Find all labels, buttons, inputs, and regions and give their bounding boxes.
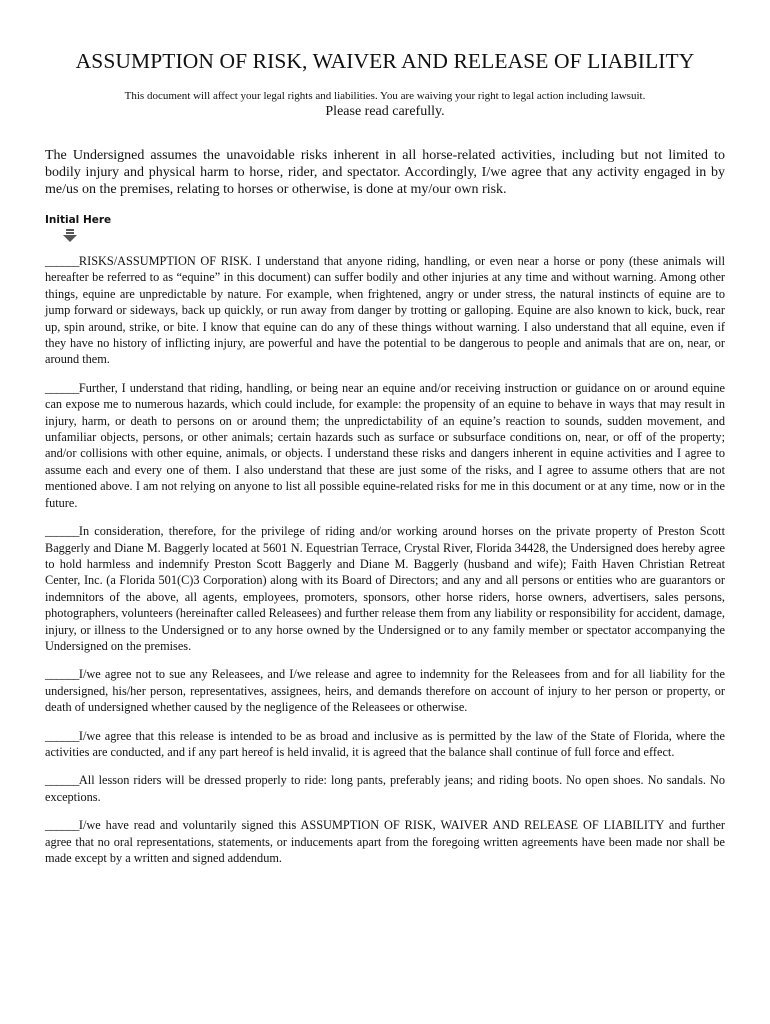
initial-blank[interactable]: ______ xyxy=(45,380,79,395)
clause-text: I/we have read and voluntarily signed this ASSUMPTION OF RISK, WAIVER AND RELEASE OF LIABILITY and further agree that no oral representations, statements, or inducements apart from the foregoing written agreements have been made nor shall be made except by a written and signed addendum. xyxy=(45,818,725,865)
initial-blank[interactable]: ______ xyxy=(45,818,79,833)
clause-hazards xyxy=(45,380,725,511)
clause-text: Further, I understand that riding, handling, or being near an equine and/or receiving instruction or guidance on or around equine can expose me to numerous hazards, which could include, for example: the propensity of an equine to behave in ways that may result in injury, harm, or death to persons on or around them; the unpredictability of an equine’s reaction to sounds, sudden movement, and unfamiliar objects, persons, or other animals; certain hazards such as surface or subsurface conditions on, near, or off of the property; and/or collisions with other equine, animals, or objects. I understand these risks and dangers inherent in equine activities and I agree to assume each and every one of them. I also understand that these are just some of the risks, and I agree to assume others that are not mentioned above. I am not relying on anyone to list all possible equine-related risks for me in this document or at any time, now or in the future. xyxy=(45,380,725,510)
initial-blank[interactable]: ______ xyxy=(45,524,79,539)
initial-blank[interactable]: ______ xyxy=(45,773,79,788)
initial-blank[interactable]: ______ xyxy=(45,728,79,743)
clause-text: RISKS/ASSUMPTION OF RISK. I understand that anyone riding, handling, or even near a horse or pony (these animals will hereafter be referred to as “equine” in this document) can suffer bodily and other injuries at any time and without warning. Among other things, equine are unpredictable by nature. For example, when frightened, angry or under stress, the natural instincts of equine are to jump forward or sideways, back up quickly, or run away from danger by trotting or galloping. Equine are also known to kick, buck, rear up, spin around, strike, or bite. I know that equine can do any of these things without warning. I also understand that all equine, even if they have no history of inflicting injury, are powerful and have the potential to be dangerous to people and animals that are on, near, or around them. xyxy=(45,254,725,367)
legal-notice: This document will affect your legal rights and liabilities. You are waiving your right to legal action including lawsuit. xyxy=(124,90,646,102)
initial-blank[interactable]: ______ xyxy=(45,667,79,682)
clause-indemnify xyxy=(45,523,725,654)
arrow-down-icon xyxy=(63,229,77,243)
read-carefully-note: Please read carefully. xyxy=(325,104,445,119)
initial-blank[interactable]: ______ xyxy=(45,254,79,268)
clause-text: All lesson riders will be dressed properly to ride: long pants, preferably jeans; and riding boots. No open shoes. No sandals. No exceptions. xyxy=(45,773,725,804)
initial-here-label: Initial Here xyxy=(45,214,112,226)
clause-dress-code xyxy=(45,772,725,805)
clauses-list xyxy=(45,253,725,866)
document-title: ASSUMPTION OF RISK, WAIVER AND RELEASE OF LIABILITY xyxy=(75,49,695,73)
clause-not-sue xyxy=(45,666,725,715)
clause-text: I/we agree that this release is intended to be as broad and inclusive as is permitted by the law of the State of Florida, where the activities are conducted, and if any part hereof is held invalid, it is agreed that the balance shall continue of full force and effect. xyxy=(45,728,725,759)
clause-risks xyxy=(45,253,725,368)
clause-florida-law xyxy=(45,728,725,761)
clause-acknowledgement xyxy=(45,817,725,866)
clause-text: I/we agree not to sue any Releasees, and I/we release and agree to indemnity for the Releasees from and for all liability for the undersigned, his/her person, representatives, assignees, heirs, and demands therefore on account of injury to her person or property, or death of undersigned whether caused by the negligence of the Releasees or otherwise. xyxy=(45,667,725,715)
intro-paragraph: The Undersigned assumes the unavoidable risks inherent in all horse-related activities, including but not limited to bodily injury and physical harm to horse, rider, and spectator. Accordingly, I/we agree that any activity engaged in by me/us on the premises, relating to horses or otherwise, is done at my/our own risk. xyxy=(45,148,725,197)
clause-text: In consideration, therefore, for the privilege of riding and/or working around horses on the private property of Preston Scott Baggerly and Diane M. Baggerly located at 5601 N. Equestrian Terrace, Crystal River, Florida 34428, the Undersigned does hereby agree to hold harmless and indemnify Preston Scott Baggerly and Diane M. Baggerly (husband and wife); Faith Haven Christian Retreat Center, Inc. (a Florida 501(C)3 Corporation) along with its Board of Directors; and any and all persons or entities who are guarantors or indemnitors of the above, all agents, employees, promoters, sponsors, other horse riders, horse owners, advertisers, sales persons, photographers, volunteers (hereinafter called Releasees) and further release them from any liability or responsibility for accident, damage, injury, or illness to the Undersigned or to any horse owned by the Undersigned or to any family member or spectator accompanying the Undersigned on the premises. xyxy=(45,524,725,653)
